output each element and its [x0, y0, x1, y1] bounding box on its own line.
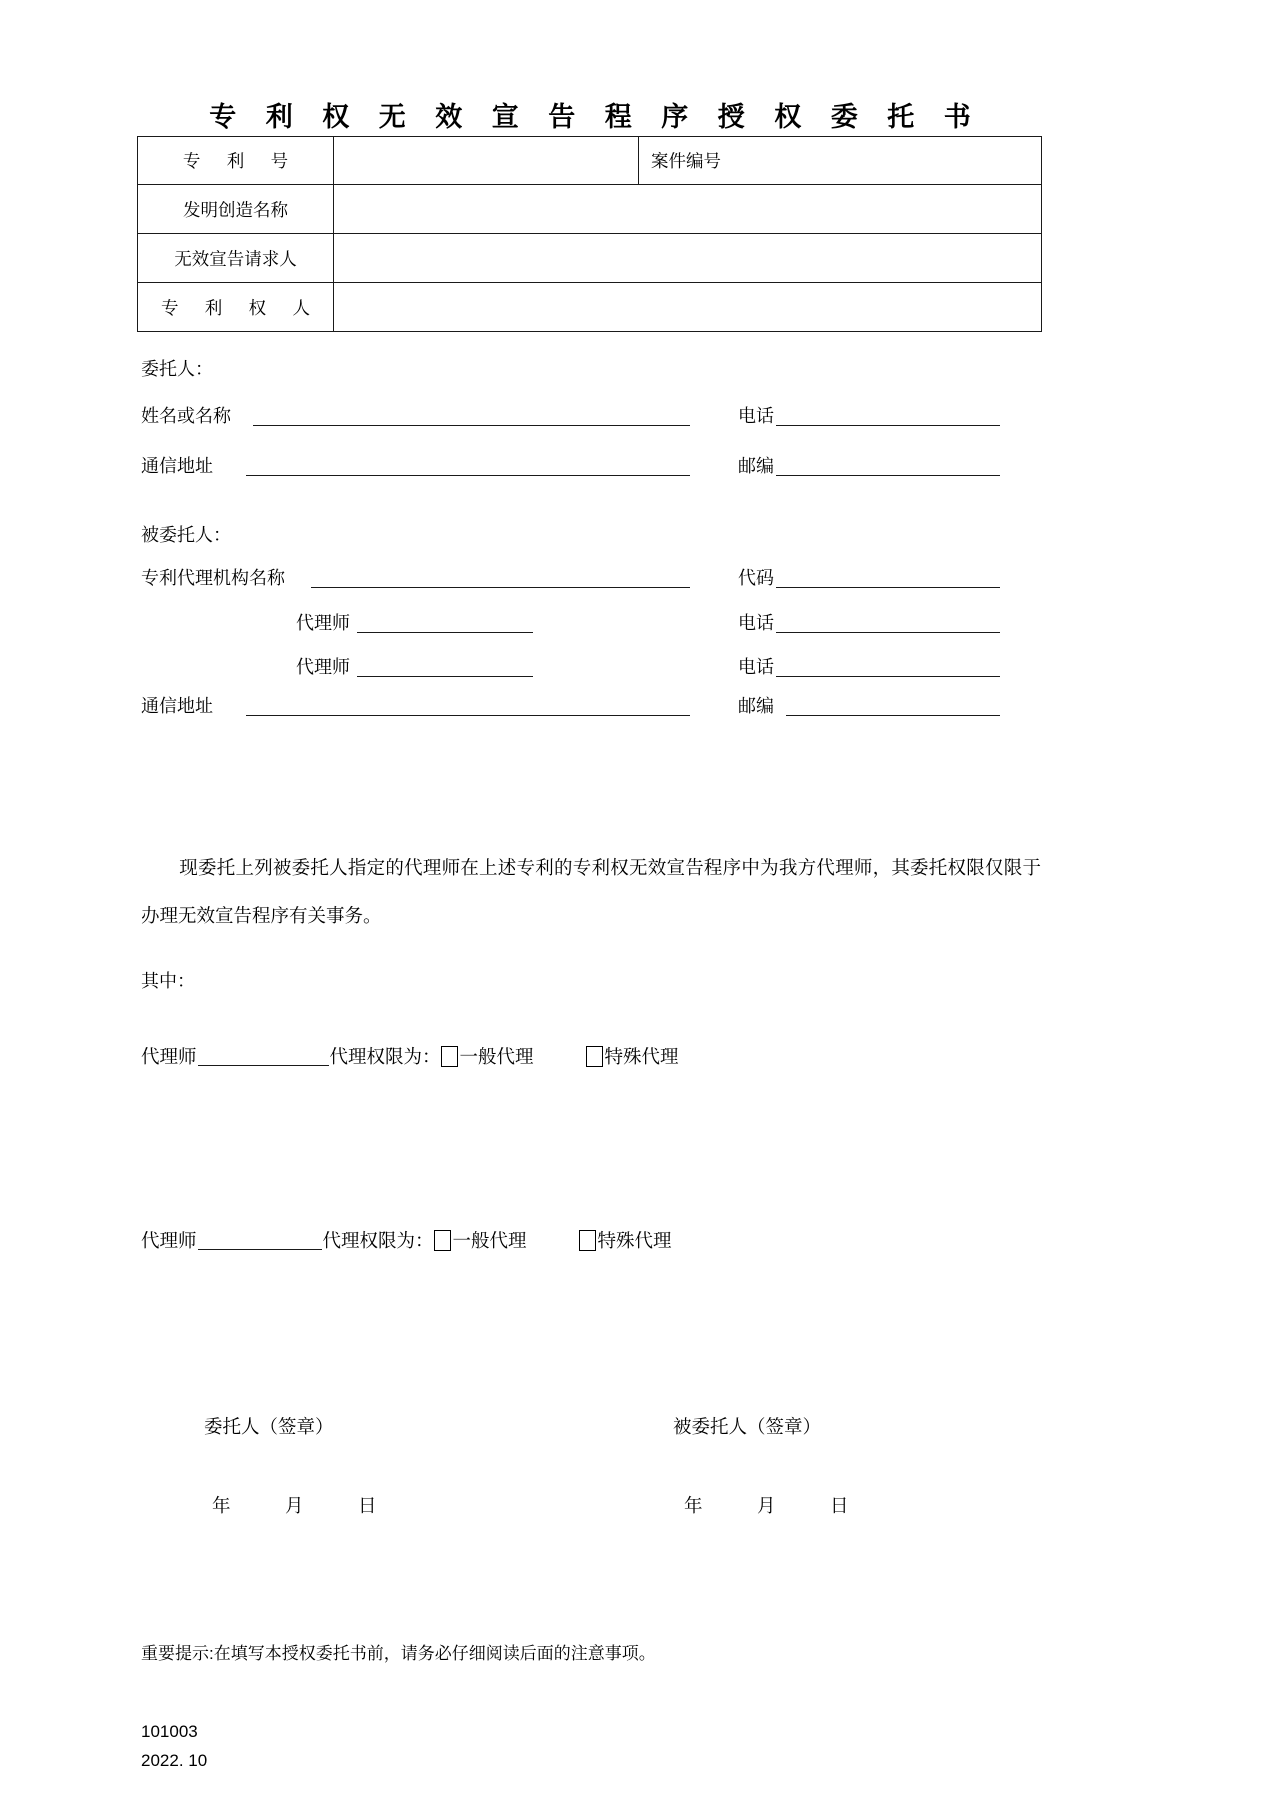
agent1-phone-input[interactable]: [776, 632, 1000, 633]
agent-signature-label: 被委托人（签章）: [673, 1418, 822, 1438]
agent-address-label: 通信地址: [141, 696, 213, 716]
label-case-number: 案件编号: [639, 137, 1042, 185]
checkbox-general-agency-1[interactable]: [441, 1046, 458, 1067]
label-invalidation-requester: 无效宣告请求人: [138, 234, 334, 283]
principal-postcode-label: 邮编: [738, 456, 774, 476]
principal-postcode-input[interactable]: [776, 475, 1000, 476]
agent1-label: 代理师: [296, 613, 350, 633]
agent-address-input[interactable]: [246, 715, 690, 716]
principal-phone-label: 电话: [738, 406, 774, 426]
label-patentee: 专 利 权 人: [138, 283, 334, 332]
form-date: 2022. 10: [141, 1751, 208, 1770]
authority-1-option-general: 一般代理: [459, 1048, 534, 1068]
authority-1-option-special: 特殊代理: [604, 1048, 679, 1068]
label-invention-name: 发明创造名称: [138, 185, 334, 234]
page-title: 专 利 权 无 效 宣 告 程 序 授 权 委 托 书: [209, 102, 982, 132]
checkbox-special-agency-2[interactable]: [579, 1230, 596, 1251]
label-patent-number: 专 利 号: [138, 137, 334, 185]
authority-row-2: [141, 1227, 672, 1253]
among-heading: 其中：: [141, 971, 195, 991]
authority-row-1: [141, 1043, 679, 1069]
agent-section-heading: 被委托人：: [141, 525, 231, 545]
value-invention-name[interactable]: [334, 185, 1042, 234]
agency-name-label: 专利代理机构名称: [141, 568, 285, 588]
paragraph-text: 现委托上列被委托人指定的代理师在上述专利的专利权无效宣告程序中为我方代理师，其委托权限仅限于办理无效宣告程序有关事务。: [141, 859, 1041, 927]
authority-2-scope-label: 代理权限为：: [322, 1232, 434, 1252]
agent-date-line: 年 月 日: [684, 1497, 867, 1517]
authority-2-agent-input[interactable]: [198, 1230, 322, 1250]
authority-2-option-general: 一般代理: [452, 1232, 527, 1252]
principal-section-heading: 委托人：: [141, 359, 213, 379]
agency-name-input[interactable]: [311, 587, 690, 588]
value-patentee[interactable]: [334, 283, 1042, 332]
agent2-input[interactable]: [357, 676, 533, 677]
table-row-invention-name: [138, 185, 1042, 234]
agent1-phone-label: 电话: [738, 613, 774, 633]
agency-code-input[interactable]: [776, 587, 1000, 588]
agent-postcode-label: 邮编: [738, 696, 774, 716]
agent2-phone-label: 电话: [738, 657, 774, 677]
patent-info-table: [137, 136, 1042, 332]
principal-address-label: 通信地址: [141, 456, 213, 476]
value-invalidation-requester[interactable]: [334, 234, 1042, 283]
form-code: 101003: [141, 1722, 198, 1741]
authorization-paragraph: [141, 845, 1041, 941]
principal-address-input[interactable]: [246, 475, 690, 476]
table-row-patentee: [138, 283, 1042, 332]
agent1-input[interactable]: [357, 632, 533, 633]
agent-postcode-input[interactable]: [786, 715, 1000, 716]
agency-code-label: 代码: [738, 568, 774, 588]
authority-1-agent-input[interactable]: [198, 1046, 329, 1066]
table-row-patent-number: [138, 137, 1042, 185]
agent2-phone-input[interactable]: [776, 676, 1000, 677]
checkbox-general-agency-2[interactable]: [434, 1230, 451, 1251]
table-row-invalidation-requester: [138, 234, 1042, 283]
principal-date-line: 年 月 日: [212, 1497, 395, 1517]
important-notice: 重要提示:在填写本授权委托书前，请务必仔细阅读后面的注意事项。: [141, 1644, 656, 1663]
agent2-label: 代理师: [296, 657, 350, 677]
principal-name-input[interactable]: [253, 425, 690, 426]
authority-1-agent-label: 代理师: [141, 1048, 197, 1068]
principal-phone-input[interactable]: [776, 425, 1000, 426]
checkbox-special-agency-1[interactable]: [586, 1046, 603, 1067]
principal-name-label: 姓名或名称: [141, 406, 231, 426]
value-patent-number[interactable]: [334, 137, 639, 185]
principal-signature-label: 委托人（签章）: [204, 1418, 334, 1438]
authority-2-agent-label: 代理师: [141, 1232, 197, 1252]
authority-1-scope-label: 代理权限为：: [329, 1048, 441, 1068]
authority-2-option-special: 特殊代理: [597, 1232, 672, 1252]
